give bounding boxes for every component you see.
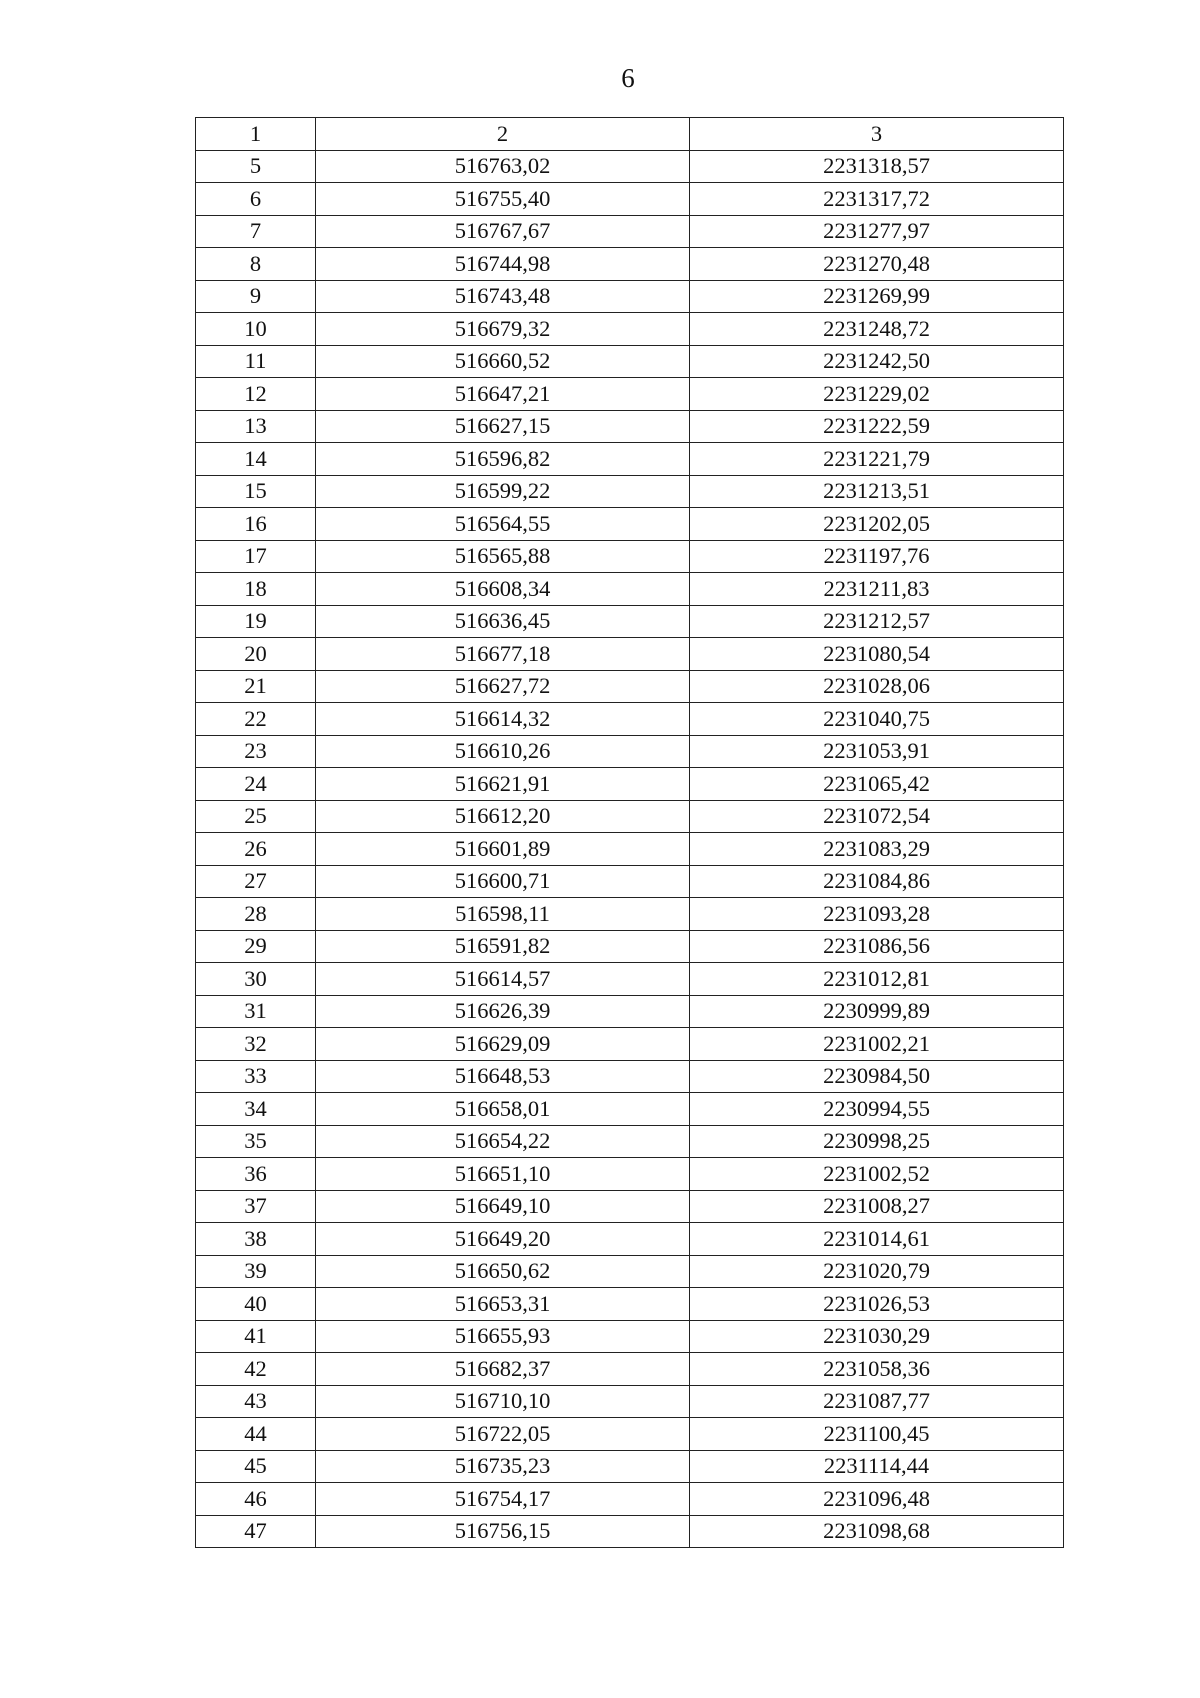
y-coordinate-cell: 2231221,79: [690, 443, 1064, 476]
y-coordinate-cell: 2231084,86: [690, 865, 1064, 898]
table-row: [196, 995, 1064, 1028]
x-coordinate-cell: 516743,48: [316, 280, 690, 313]
x-coordinate-cell: 516647,21: [316, 378, 690, 411]
table-row: [196, 865, 1064, 898]
point-number-cell: 14: [196, 443, 316, 476]
coordinates-table: [195, 117, 1064, 1548]
x-coordinate-cell: 516655,93: [316, 1320, 690, 1353]
y-coordinate-cell: 2231028,06: [690, 670, 1064, 703]
table-row: [196, 638, 1064, 671]
header-cell-3: 3: [690, 118, 1064, 151]
point-number-cell: 19: [196, 605, 316, 638]
y-coordinate-cell: 2231114,44: [690, 1450, 1064, 1483]
point-number-cell: 13: [196, 410, 316, 443]
point-number-cell: 8: [196, 248, 316, 281]
table-row: [196, 313, 1064, 346]
table-row: [196, 1385, 1064, 1418]
x-coordinate-cell: 516677,18: [316, 638, 690, 671]
point-number-cell: 25: [196, 800, 316, 833]
y-coordinate-cell: 2231040,75: [690, 703, 1064, 736]
x-coordinate-cell: 516601,89: [316, 833, 690, 866]
table-row: [196, 1190, 1064, 1223]
point-number-cell: 24: [196, 768, 316, 801]
x-coordinate-cell: 516756,15: [316, 1515, 690, 1548]
point-number-cell: 5: [196, 150, 316, 183]
point-number-cell: 11: [196, 345, 316, 378]
page-number: 6: [621, 63, 635, 93]
y-coordinate-cell: 2231026,53: [690, 1288, 1064, 1321]
y-coordinate-cell: 2231212,57: [690, 605, 1064, 638]
x-coordinate-cell: 516658,01: [316, 1093, 690, 1126]
y-coordinate-cell: 2230984,50: [690, 1060, 1064, 1093]
point-number-cell: 27: [196, 865, 316, 898]
y-coordinate-cell: 2231269,99: [690, 280, 1064, 313]
table-row: [196, 475, 1064, 508]
point-number-cell: 12: [196, 378, 316, 411]
point-number-cell: 29: [196, 930, 316, 963]
table-row: [196, 1060, 1064, 1093]
y-coordinate-cell: 2231096,48: [690, 1483, 1064, 1516]
point-number-cell: 17: [196, 540, 316, 573]
y-coordinate-cell: 2230999,89: [690, 995, 1064, 1028]
point-number-cell: 7: [196, 215, 316, 248]
table-row: [196, 1093, 1064, 1126]
y-coordinate-cell: 2231318,57: [690, 150, 1064, 183]
table-row: [196, 898, 1064, 931]
point-number-cell: 39: [196, 1255, 316, 1288]
table-row: [196, 930, 1064, 963]
point-number-cell: 23: [196, 735, 316, 768]
point-number-cell: 6: [196, 183, 316, 216]
x-coordinate-cell: 516735,23: [316, 1450, 690, 1483]
y-coordinate-cell: 2231012,81: [690, 963, 1064, 996]
x-coordinate-cell: 516627,15: [316, 410, 690, 443]
x-coordinate-cell: 516763,02: [316, 150, 690, 183]
table-row: [196, 1223, 1064, 1256]
table-row: [196, 1288, 1064, 1321]
point-number-cell: 28: [196, 898, 316, 931]
table-row: [196, 540, 1064, 573]
x-coordinate-cell: 516598,11: [316, 898, 690, 931]
x-coordinate-cell: 516629,09: [316, 1028, 690, 1061]
table-row: [196, 800, 1064, 833]
point-number-cell: 16: [196, 508, 316, 541]
x-coordinate-cell: 516654,22: [316, 1125, 690, 1158]
point-number-cell: 33: [196, 1060, 316, 1093]
point-number-cell: 36: [196, 1158, 316, 1191]
point-number-cell: 35: [196, 1125, 316, 1158]
y-coordinate-cell: 2231087,77: [690, 1385, 1064, 1418]
x-coordinate-cell: 516754,17: [316, 1483, 690, 1516]
x-coordinate-cell: 516621,91: [316, 768, 690, 801]
table-row: [196, 1450, 1064, 1483]
point-number-cell: 30: [196, 963, 316, 996]
point-number-cell: 22: [196, 703, 316, 736]
point-number-cell: 37: [196, 1190, 316, 1223]
x-coordinate-cell: 516722,05: [316, 1418, 690, 1451]
x-coordinate-cell: 516653,31: [316, 1288, 690, 1321]
table-row: [196, 703, 1064, 736]
table-row: [196, 1125, 1064, 1158]
table-row: [196, 670, 1064, 703]
y-coordinate-cell: 2231083,29: [690, 833, 1064, 866]
x-coordinate-cell: 516660,52: [316, 345, 690, 378]
point-number-cell: 47: [196, 1515, 316, 1548]
y-coordinate-cell: 2231014,61: [690, 1223, 1064, 1256]
y-coordinate-cell: 2231020,79: [690, 1255, 1064, 1288]
y-coordinate-cell: 2230998,25: [690, 1125, 1064, 1158]
point-number-cell: 42: [196, 1353, 316, 1386]
header-cell-1: 1: [196, 118, 316, 151]
table-row: [196, 963, 1064, 996]
x-coordinate-cell: 516679,32: [316, 313, 690, 346]
y-coordinate-cell: 2231086,56: [690, 930, 1064, 963]
x-coordinate-cell: 516591,82: [316, 930, 690, 963]
point-number-cell: 18: [196, 573, 316, 606]
x-coordinate-cell: 516614,32: [316, 703, 690, 736]
table-row: [196, 1418, 1064, 1451]
table-row: [196, 508, 1064, 541]
y-coordinate-cell: 2231030,29: [690, 1320, 1064, 1353]
table-row: [196, 1483, 1064, 1516]
point-number-cell: 43: [196, 1385, 316, 1418]
y-coordinate-cell: 2231065,42: [690, 768, 1064, 801]
point-number-cell: 15: [196, 475, 316, 508]
y-coordinate-cell: 2231058,36: [690, 1353, 1064, 1386]
point-number-cell: 44: [196, 1418, 316, 1451]
table-row: [196, 410, 1064, 443]
x-coordinate-cell: 516610,26: [316, 735, 690, 768]
table-row: [196, 573, 1064, 606]
y-coordinate-cell: 2231098,68: [690, 1515, 1064, 1548]
table-row: [196, 1255, 1064, 1288]
x-coordinate-cell: 516651,10: [316, 1158, 690, 1191]
y-coordinate-cell: 2231270,48: [690, 248, 1064, 281]
point-number-cell: 9: [196, 280, 316, 313]
point-number-cell: 41: [196, 1320, 316, 1353]
table-row: [196, 768, 1064, 801]
y-coordinate-cell: 2231053,91: [690, 735, 1064, 768]
header-cell-2: 2: [316, 118, 690, 151]
point-number-cell: 46: [196, 1483, 316, 1516]
table-row: [196, 1158, 1064, 1191]
y-coordinate-cell: 2231002,21: [690, 1028, 1064, 1061]
point-number-cell: 32: [196, 1028, 316, 1061]
y-coordinate-cell: 2231072,54: [690, 800, 1064, 833]
x-coordinate-cell: 516636,45: [316, 605, 690, 638]
y-coordinate-cell: 2231100,45: [690, 1418, 1064, 1451]
table-row: [196, 1028, 1064, 1061]
y-coordinate-cell: 2231008,27: [690, 1190, 1064, 1223]
point-number-cell: 10: [196, 313, 316, 346]
x-coordinate-cell: 516599,22: [316, 475, 690, 508]
point-number-cell: 31: [196, 995, 316, 1028]
x-coordinate-cell: 516755,40: [316, 183, 690, 216]
y-coordinate-cell: 2231229,02: [690, 378, 1064, 411]
point-number-cell: 38: [196, 1223, 316, 1256]
x-coordinate-cell: 516564,55: [316, 508, 690, 541]
x-coordinate-cell: 516612,20: [316, 800, 690, 833]
y-coordinate-cell: 2231002,52: [690, 1158, 1064, 1191]
point-number-cell: 26: [196, 833, 316, 866]
x-coordinate-cell: 516600,71: [316, 865, 690, 898]
table-header-row: [196, 118, 1064, 151]
y-coordinate-cell: 2231317,72: [690, 183, 1064, 216]
x-coordinate-cell: 516608,34: [316, 573, 690, 606]
y-coordinate-cell: 2231213,51: [690, 475, 1064, 508]
y-coordinate-cell: 2230994,55: [690, 1093, 1064, 1126]
table-row: [196, 833, 1064, 866]
point-number-cell: 20: [196, 638, 316, 671]
x-coordinate-cell: 516565,88: [316, 540, 690, 573]
x-coordinate-cell: 516626,39: [316, 995, 690, 1028]
table-row: [196, 1320, 1064, 1353]
y-coordinate-cell: 2231211,83: [690, 573, 1064, 606]
y-coordinate-cell: 2231242,50: [690, 345, 1064, 378]
x-coordinate-cell: 516596,82: [316, 443, 690, 476]
x-coordinate-cell: 516682,37: [316, 1353, 690, 1386]
y-coordinate-cell: 2231248,72: [690, 313, 1064, 346]
table-row: [196, 1353, 1064, 1386]
x-coordinate-cell: 516614,57: [316, 963, 690, 996]
x-coordinate-cell: 516648,53: [316, 1060, 690, 1093]
table-row: [196, 378, 1064, 411]
x-coordinate-cell: 516744,98: [316, 248, 690, 281]
table-row: [196, 183, 1064, 216]
y-coordinate-cell: 2231080,54: [690, 638, 1064, 671]
point-number-cell: 34: [196, 1093, 316, 1126]
y-coordinate-cell: 2231202,05: [690, 508, 1064, 541]
table-row: [196, 443, 1064, 476]
x-coordinate-cell: 516627,72: [316, 670, 690, 703]
point-number-cell: 45: [196, 1450, 316, 1483]
table-row: [196, 248, 1064, 281]
y-coordinate-cell: 2231222,59: [690, 410, 1064, 443]
y-coordinate-cell: 2231197,76: [690, 540, 1064, 573]
x-coordinate-cell: 516767,67: [316, 215, 690, 248]
table-row: [196, 280, 1064, 313]
y-coordinate-cell: 2231093,28: [690, 898, 1064, 931]
point-number-cell: 21: [196, 670, 316, 703]
x-coordinate-cell: 516650,62: [316, 1255, 690, 1288]
table-row: [196, 735, 1064, 768]
table-row: [196, 215, 1064, 248]
x-coordinate-cell: 516649,20: [316, 1223, 690, 1256]
x-coordinate-cell: 516649,10: [316, 1190, 690, 1223]
table-row: [196, 605, 1064, 638]
point-number-cell: 40: [196, 1288, 316, 1321]
table-row: [196, 1515, 1064, 1548]
y-coordinate-cell: 2231277,97: [690, 215, 1064, 248]
table-body: [196, 118, 1064, 1548]
x-coordinate-cell: 516710,10: [316, 1385, 690, 1418]
table-row: [196, 150, 1064, 183]
table-row: [196, 345, 1064, 378]
